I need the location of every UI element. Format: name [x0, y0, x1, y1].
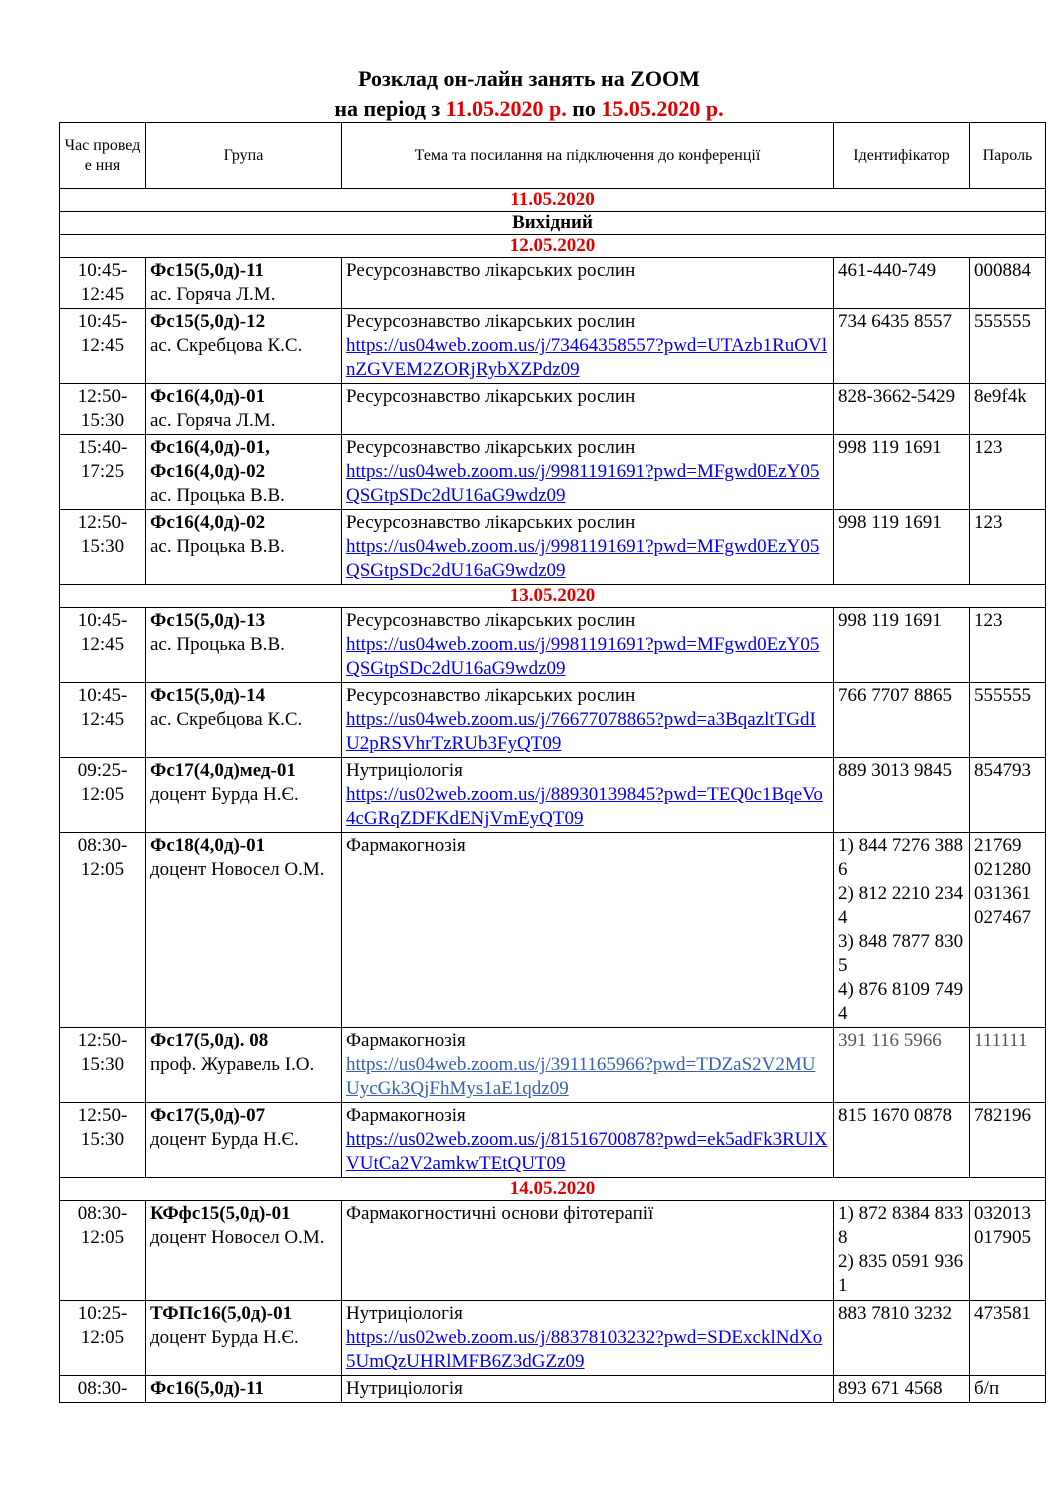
- lesson-topic: Фармакогнозія: [346, 835, 466, 856]
- table-row: [60, 384, 1046, 435]
- date-cell: 11.05.2020: [60, 189, 1046, 212]
- lesson-topic-cell: [342, 833, 834, 1028]
- conference-password: 473581: [970, 1301, 1046, 1376]
- lesson-topic-cell: [342, 608, 834, 683]
- conference-id: 391 116 5966: [834, 1028, 970, 1103]
- lesson-topic-cell: [342, 1103, 834, 1178]
- zoom-link[interactable]: https://us04web.zoom.us/j/9981191691?pwd=MFgwd0EzY05QSGtpSDc2dU16aG9wdz09: [346, 536, 820, 581]
- conference-password: 782196: [970, 1103, 1046, 1178]
- day-off-row: [60, 212, 1046, 235]
- table-row: [60, 1201, 1046, 1301]
- teacher-name: доцент Бурда Н.Є.: [150, 1129, 299, 1150]
- teacher-name: ас. Процька В.В.: [150, 485, 285, 506]
- zoom-link[interactable]: https://us04web.zoom.us/j/9981191691?pwd=MFgwd0EzY05QSGtpSDc2dU16aG9wdz09: [346, 461, 820, 506]
- teacher-name: ас. Горяча Л.М.: [150, 284, 276, 305]
- lesson-group: [146, 1376, 342, 1403]
- group-code: Фс15(5,0д)-12: [150, 311, 266, 332]
- teacher-name: ас. Процька В.В.: [150, 536, 285, 557]
- teacher-name: ас. Процька В.В.: [150, 634, 285, 655]
- schedule-table: [59, 122, 1046, 1403]
- lesson-group: [146, 1201, 342, 1301]
- lesson-group: [146, 608, 342, 683]
- lesson-topic: Ресурсознавство лікарських рослин: [346, 610, 636, 631]
- conference-password: 111111: [970, 1028, 1046, 1103]
- table-row: [60, 683, 1046, 758]
- lesson-topic: Нутриціологія: [346, 1378, 463, 1399]
- lesson-topic-cell: [342, 435, 834, 510]
- lesson-topic: Ресурсознавство лікарських рослин: [346, 260, 636, 281]
- zoom-link[interactable]: https://us04web.zoom.us/j/3911165966?pwd=TDZaS2V2MUUycGk3QjFhMys1aE1qdz09: [346, 1054, 816, 1099]
- lesson-time: 12:50- 15:30: [60, 1028, 146, 1103]
- lesson-time: 15:40- 17:25: [60, 435, 146, 510]
- lesson-topic-cell: [342, 1376, 834, 1403]
- table-header-row: [60, 123, 1046, 189]
- lesson-topic: Фармакогностичні основи фітотерапії: [346, 1203, 654, 1224]
- day-off-cell: Вихідний: [60, 212, 1046, 235]
- date-row: [60, 585, 1046, 608]
- conference-password: 854793: [970, 758, 1046, 833]
- lesson-time: 10:45- 12:45: [60, 309, 146, 384]
- lesson-time: 10:25- 12:05: [60, 1301, 146, 1376]
- table-row: [60, 758, 1046, 833]
- title-line-1: Розклад он-лайн занять на ZOOM: [358, 66, 700, 91]
- group-code: Фс16(5,0д)-11: [150, 1378, 265, 1399]
- table-row: [60, 309, 1046, 384]
- lesson-group: [146, 833, 342, 1028]
- title-line-2: [0, 94, 1058, 124]
- table-row: [60, 258, 1046, 309]
- teacher-name: ас. Скребцова К.С.: [150, 709, 303, 730]
- teacher-name: доцент Новосел О.М.: [150, 1227, 325, 1248]
- lesson-topic-cell: [342, 683, 834, 758]
- lesson-topic-cell: [342, 1028, 834, 1103]
- group-code: ТФПс16(5,0д)-01: [150, 1303, 293, 1324]
- lesson-group: [146, 510, 342, 585]
- zoom-link[interactable]: https://us02web.zoom.us/j/81516700878?pwd=ek5adFk3RUlXVUtCa2V2amkwTEtQUT09: [346, 1129, 828, 1174]
- zoom-link[interactable]: https://us04web.zoom.us/j/73464358557?pwd=UTAzb1RuOVlnZGVEM2ZORjRybXZPdz09: [346, 335, 828, 380]
- conference-id: 1) 844 7276 3886 2) 812 2210 2344 3) 848 7877 8305 4) 876 8109 7494: [834, 833, 970, 1028]
- conference-id: 828-3662-5429: [834, 384, 970, 435]
- conference-id: 1) 872 8384 8338 2) 835 0591 9361: [834, 1201, 970, 1301]
- table-row: [60, 435, 1046, 510]
- lesson-time: 10:45- 12:45: [60, 608, 146, 683]
- lesson-group: [146, 384, 342, 435]
- conference-id: 766 7707 8865: [834, 683, 970, 758]
- title-prefix: на період з: [334, 96, 446, 121]
- schedule-title: [0, 64, 1058, 124]
- teacher-name: доцент Новосел О.М.: [150, 859, 325, 880]
- lesson-topic-cell: [342, 758, 834, 833]
- lesson-time: 08:30-: [60, 1376, 146, 1403]
- conference-password: 123: [970, 608, 1046, 683]
- table-row: [60, 1103, 1046, 1178]
- conference-id: 815 1670 0878: [834, 1103, 970, 1178]
- table-row: [60, 1028, 1046, 1103]
- date-row: [60, 189, 1046, 212]
- conference-id: 998 119 1691: [834, 435, 970, 510]
- date-row: [60, 235, 1046, 258]
- conference-id: 734 6435 8557: [834, 309, 970, 384]
- group-code: КФфс15(5,0д)-01: [150, 1203, 291, 1224]
- group-code: Фс15(5,0д)-11: [150, 260, 265, 281]
- conference-password: б/п: [970, 1376, 1046, 1403]
- conference-id: 893 671 4568: [834, 1376, 970, 1403]
- title-date-from: 11.05.2020 р.: [445, 96, 567, 121]
- group-code: Фс15(5,0д)-13: [150, 610, 266, 631]
- teacher-name: доцент Бурда Н.Є.: [150, 1327, 299, 1348]
- conference-id: 883 7810 3232: [834, 1301, 970, 1376]
- teacher-name: ас. Скребцова К.С.: [150, 335, 303, 356]
- zoom-link[interactable]: https://us04web.zoom.us/j/76677078865?pwd=a3BqazltTGdIU2pRSVhrTzRUb3FyQT09: [346, 709, 816, 754]
- lesson-topic: Ресурсознавство лікарських рослин: [346, 512, 636, 533]
- lesson-topic-cell: [342, 384, 834, 435]
- date-cell: 14.05.2020: [60, 1178, 1046, 1201]
- group-code: Фс16(4,0д)-02: [150, 512, 266, 533]
- conference-password: 8e9f4k: [970, 384, 1046, 435]
- lesson-time: 10:45- 12:45: [60, 683, 146, 758]
- group-code: Фс16(4,0д)-01, Фс16(4,0д)-02: [150, 437, 270, 482]
- conference-id: 889 3013 9845: [834, 758, 970, 833]
- table-row: [60, 833, 1046, 1028]
- lesson-topic: Фармакогнозія: [346, 1105, 466, 1126]
- zoom-link[interactable]: https://us02web.zoom.us/j/88378103232?pwd=SDExcklNdXo5UmQzUHRlMFB6Z3dGZz09: [346, 1327, 823, 1372]
- lesson-topic: Нутриціологія: [346, 1303, 463, 1324]
- table-row: [60, 608, 1046, 683]
- group-code: Фс16(4,0д)-01: [150, 386, 266, 407]
- lesson-topic-cell: [342, 510, 834, 585]
- lesson-topic: Нутриціологія: [346, 760, 463, 781]
- conference-password: 123: [970, 435, 1046, 510]
- teacher-name: доцент Бурда Н.Є.: [150, 784, 299, 805]
- lesson-group: [146, 683, 342, 758]
- conference-id: 461-440-749: [834, 258, 970, 309]
- conference-password: 555555: [970, 683, 1046, 758]
- title-mid: по: [566, 96, 602, 121]
- teacher-name: ас. Горяча Л.М.: [150, 410, 276, 431]
- lesson-time: 10:45- 12:45: [60, 258, 146, 309]
- table-row: [60, 1376, 1046, 1403]
- header-topic: Тема та посилання на підключення до конференції: [342, 123, 834, 189]
- table-row: [60, 510, 1046, 585]
- zoom-link[interactable]: https://us04web.zoom.us/j/9981191691?pwd=MFgwd0EzY05QSGtpSDc2dU16aG9wdz09: [346, 634, 820, 679]
- group-code: Фс18(4,0д)-01: [150, 835, 266, 856]
- group-code: Фс15(5,0д)-14: [150, 685, 266, 706]
- lesson-time: 12:50- 15:30: [60, 510, 146, 585]
- lesson-group: [146, 258, 342, 309]
- header-time: Час проведе ння: [60, 123, 146, 189]
- lesson-topic-cell: [342, 1201, 834, 1301]
- lesson-group: [146, 1028, 342, 1103]
- lesson-topic: Ресурсознавство лікарських рослин: [346, 311, 636, 332]
- zoom-link[interactable]: https://us02web.zoom.us/j/88930139845?pwd=TEQ0c1BqeVo4cGRqZDFKdENjVmEyQT09: [346, 784, 823, 829]
- title-date-to: 15.05.2020 р.: [601, 96, 724, 121]
- conference-id: 998 119 1691: [834, 510, 970, 585]
- conference-id: 998 119 1691: [834, 608, 970, 683]
- table-row: [60, 1301, 1046, 1376]
- lesson-topic-cell: [342, 258, 834, 309]
- header-id: Ідентифікатор: [834, 123, 970, 189]
- date-cell: 12.05.2020: [60, 235, 1046, 258]
- conference-password: 555555: [970, 309, 1046, 384]
- group-code: Фс17(5,0д). 08: [150, 1030, 269, 1051]
- header-password: Пароль: [970, 123, 1046, 189]
- lesson-time: 09:25- 12:05: [60, 758, 146, 833]
- lesson-topic: Фармакогнозія: [346, 1030, 466, 1051]
- lesson-group: [146, 435, 342, 510]
- lesson-topic: Ресурсознавство лікарських рослин: [346, 437, 636, 458]
- lesson-topic-cell: [342, 1301, 834, 1376]
- teacher-name: проф. Журавель І.О.: [150, 1054, 315, 1075]
- lesson-time: 08:30- 12:05: [60, 1201, 146, 1301]
- lesson-group: [146, 1103, 342, 1178]
- group-code: Фс17(4,0д)мед-01: [150, 760, 296, 781]
- date-row: [60, 1178, 1046, 1201]
- conference-password: 000884: [970, 258, 1046, 309]
- conference-password: 123: [970, 510, 1046, 585]
- lesson-time: 08:30- 12:05: [60, 833, 146, 1028]
- header-group: Група: [146, 123, 342, 189]
- lesson-group: [146, 1301, 342, 1376]
- lesson-group: [146, 309, 342, 384]
- lesson-topic-cell: [342, 309, 834, 384]
- group-code: Фс17(5,0д)-07: [150, 1105, 266, 1126]
- lesson-group: [146, 758, 342, 833]
- conference-password: 032013 017905: [970, 1201, 1046, 1301]
- conference-password: 21769 021280 031361 027467: [970, 833, 1046, 1028]
- lesson-time: 12:50- 15:30: [60, 384, 146, 435]
- lesson-topic: Ресурсознавство лікарських рослин: [346, 685, 636, 706]
- lesson-time: 12:50- 15:30: [60, 1103, 146, 1178]
- lesson-topic: Ресурсознавство лікарських рослин: [346, 386, 636, 407]
- date-cell: 13.05.2020: [60, 585, 1046, 608]
